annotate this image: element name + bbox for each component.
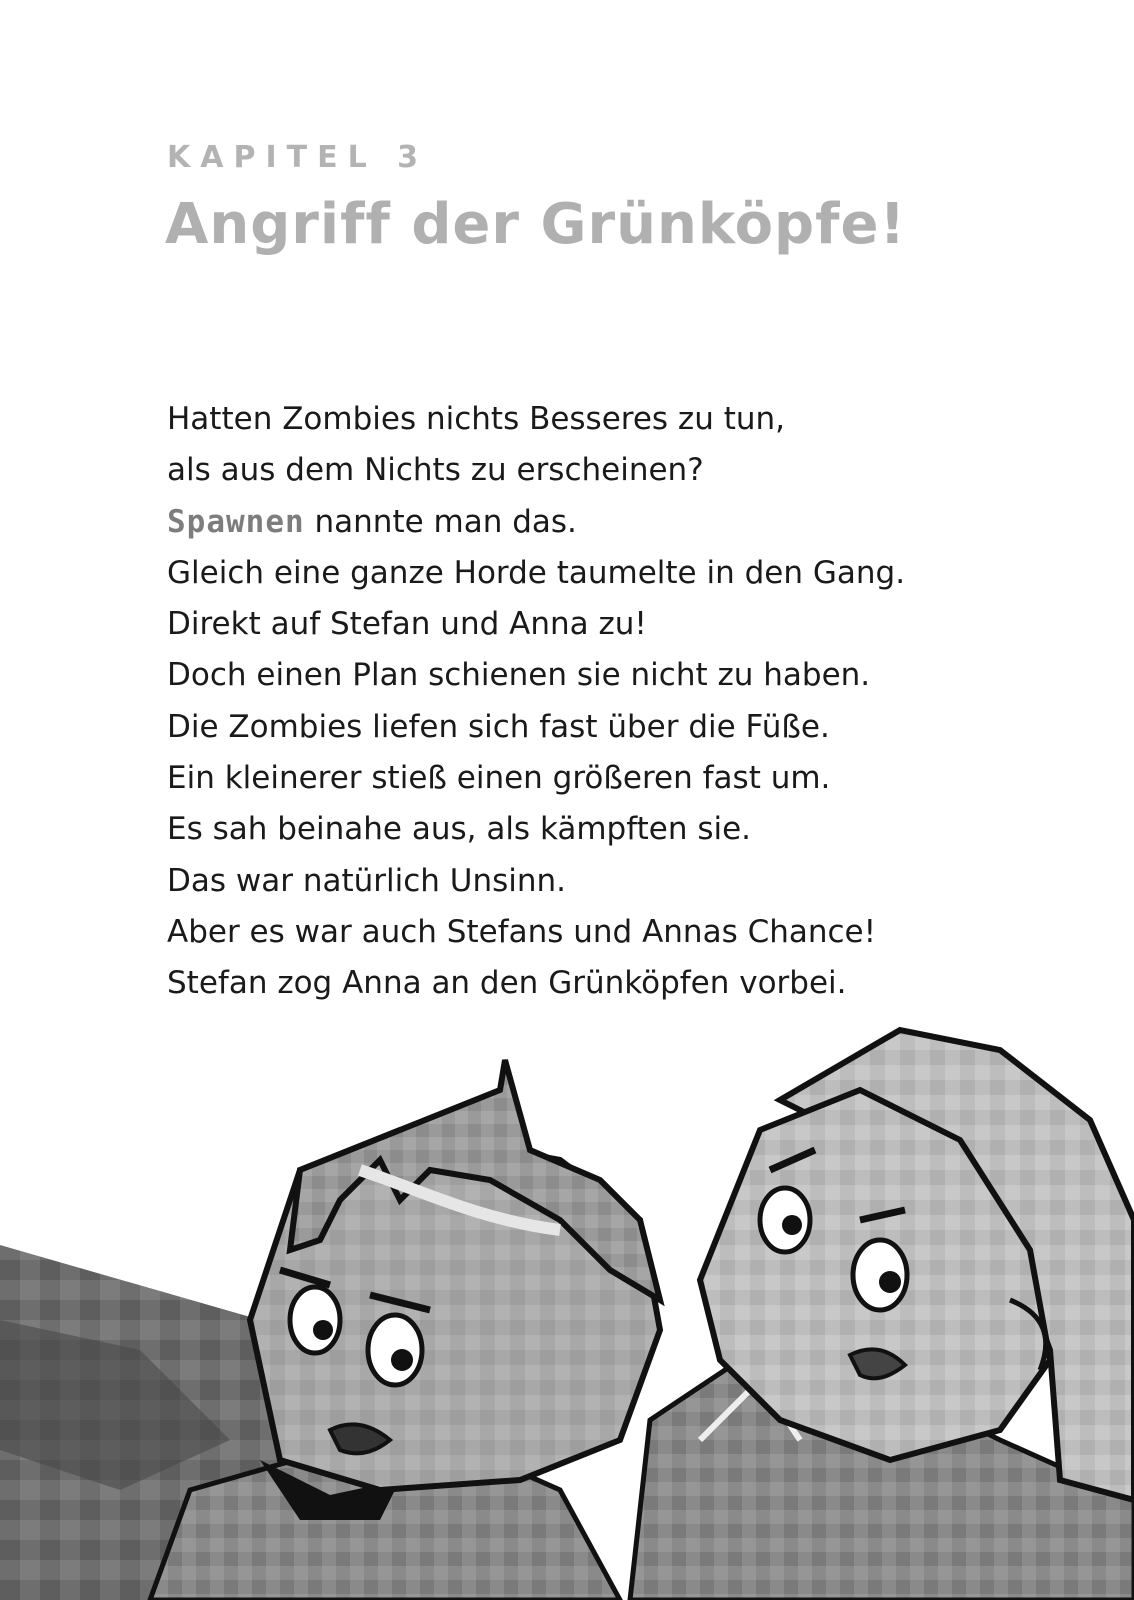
story-text bbox=[167, 394, 1067, 1010]
text-line: Doch einen Plan schienen sie nicht zu haben. bbox=[167, 657, 871, 694]
chapter-title: Angriff der Grünköpfe! bbox=[165, 192, 907, 257]
text-fragment: nannte man das. bbox=[304, 503, 577, 540]
text-line: Das war natürlich Unsinn. bbox=[167, 862, 567, 899]
stefan-eye-right bbox=[368, 1315, 422, 1385]
text-line: Gleich eine ganze Horde taumelte in den Gang. bbox=[167, 554, 906, 591]
text-line: Ein kleinerer stieß einen größeren fast um. bbox=[167, 760, 831, 797]
keyword-spawnen: Spawnen bbox=[167, 503, 305, 540]
stefan-eye-left bbox=[290, 1287, 340, 1353]
chapter-label: KAPITEL 3 bbox=[167, 140, 429, 175]
text-line-with-keyword bbox=[167, 497, 1067, 548]
text-line: Es sah beinahe aus, als kämpften sie. bbox=[167, 811, 752, 848]
text-line: Direkt auf Stefan und Anna zu! bbox=[167, 606, 647, 643]
illustration-stefan-and-anna bbox=[0, 1020, 1134, 1600]
text-line: als aus dem Nichts zu erscheinen? bbox=[167, 452, 704, 489]
text-line: Hatten Zombies nichts Besseres zu tun, bbox=[167, 401, 786, 437]
text-line: Aber es war auch Stefans und Annas Chance! bbox=[167, 913, 877, 950]
text-line: Stefan zog Anna an den Grünköpfen vorbei. bbox=[167, 965, 847, 1002]
anna-eye-right bbox=[853, 1240, 907, 1310]
text-line: Die Zombies liefen sich fast über die Füße. bbox=[167, 708, 830, 745]
